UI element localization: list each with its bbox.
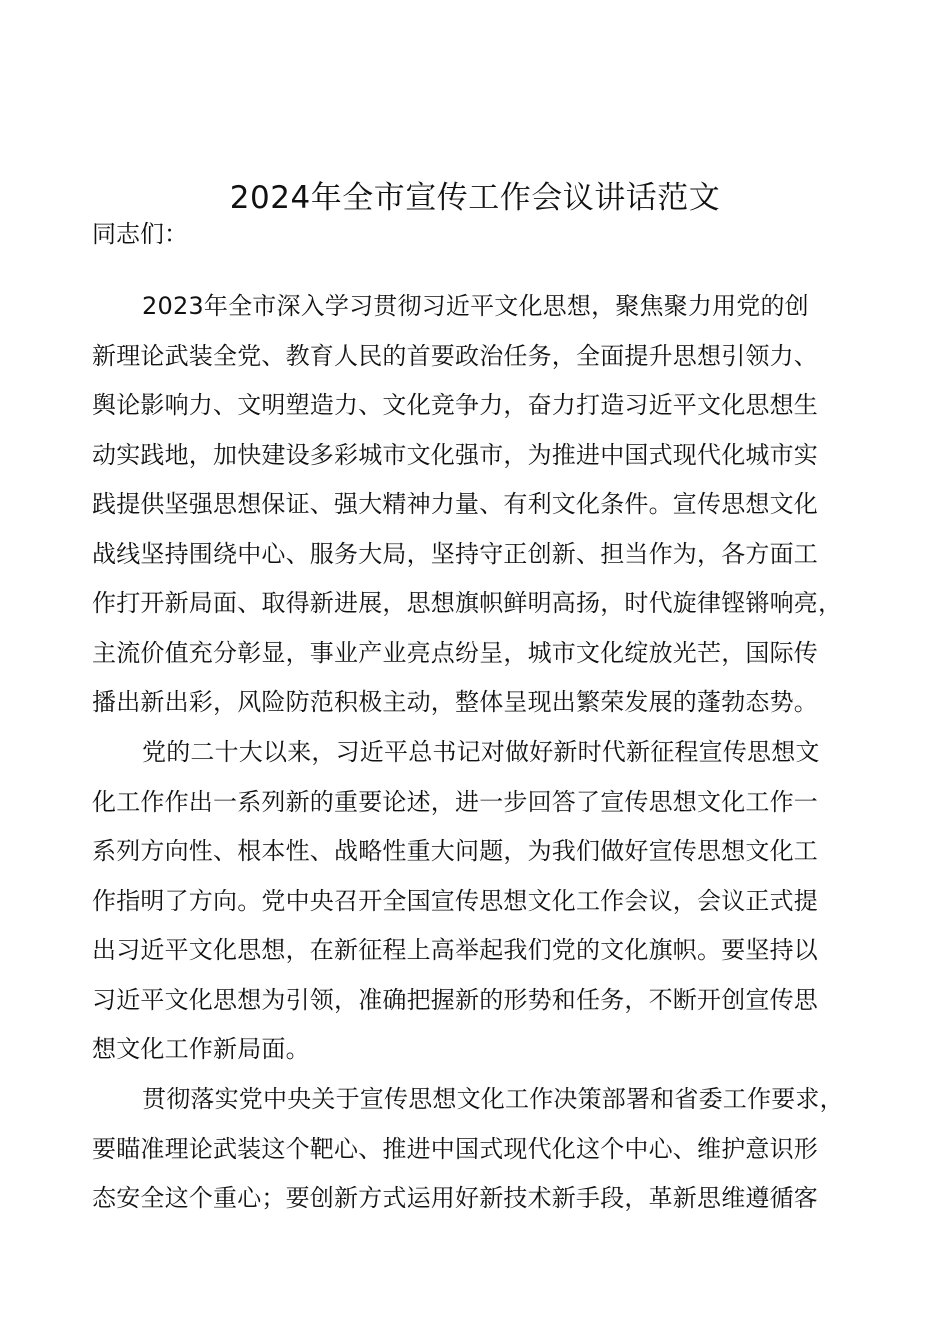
paragraph-line: 播出新出彩，风险防范积极主动，整体呈现出繁荣发展的蓬勃态势。 [92,688,818,716]
paragraph-line: 系列方向性、根本性、战略性重大问题，为我们做好宣传思想文化工 [92,837,818,865]
paragraph-line: 作指明了方向。党中央召开全国宣传思想文化工作会议，会议正式提 [92,886,818,915]
paragraph-line: 党的二十大以来，习近平总书记对做好新时代新征程宣传思想文 [142,738,820,766]
paragraph-3 [92,1075,892,1224]
paragraph-line: 践提供坚强思想保证、强大精神力量、有利文化条件。宣传思想文化 [92,490,818,518]
paragraph-line: 动实践地，加快建设多彩城市文化强市，为推进中国式现代化城市实 [92,440,818,469]
paragraph-line: 态安全这个重心；要创新方式运用好新技术新手段，革新思维遵循客 [92,1184,818,1212]
paragraph-1 [92,282,892,728]
paragraph-line: 舆论影响力、文明塑造力、文化竞争力，奋力打造习近平文化思想生 [92,391,818,419]
paragraph-line: 作打开新局面、取得新进展，思想旗帜鲜明高扬，时代旋律铿锵响亮， [92,589,843,617]
paragraph-line: 想文化工作新局面。 [92,1035,310,1063]
paragraph-line: 战线坚持围绕中心、服务大局，坚持守正创新、担当作为，各方面工 [92,539,818,568]
paragraph-line: 贯彻落实党中央关于宣传思想文化工作决策部署和省委工作要求， [142,1085,844,1113]
document-title: 2024年全市宣传工作会议讲话范文 [229,180,721,216]
paragraph-line: 新理论武装全党、教育人民的首要政治任务，全面提升思想引领力、 [92,341,818,370]
salutation: 同志们： [92,220,188,248]
paragraph-line: 出习近平文化思想，在新征程上高举起我们党的文化旗帜。要坚持以 [92,936,818,964]
paragraph-line: 2023年全市深入学习贯彻习近平文化思想，聚焦聚力用党的创 [142,292,809,320]
paragraph-line: 习近平文化思想为引领，准确把握新的形势和任务，不断开创宣传思 [92,985,818,1014]
paragraph-line: 化工作作出一系列新的重要论述，进一步回答了宣传思想文化工作一 [92,787,818,816]
paragraph-line: 主流价值充分彰显，事业产业亮点纷呈，城市文化绽放光芒，国际传 [92,638,818,667]
paragraph-line: 要瞄准理论武装这个靶心、推进中国式现代化这个中心、维护意识形 [92,1134,818,1163]
paragraph-2 [92,728,892,1075]
